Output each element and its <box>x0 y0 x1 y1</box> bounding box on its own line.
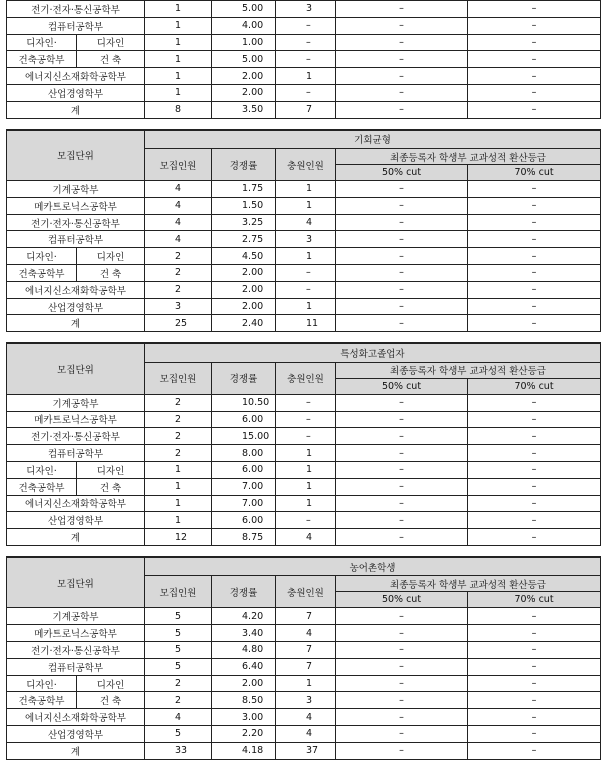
recruit-header: 모집인원 <box>145 362 212 394</box>
section-table <box>6 556 601 760</box>
cut70-cell: – <box>468 675 601 692</box>
extra-cell: – <box>276 411 336 428</box>
extra-cell: 7 <box>276 658 336 675</box>
cut70-cell: – <box>468 512 601 529</box>
cut70-cell: – <box>468 214 601 231</box>
unit-cell: 계 <box>7 529 145 546</box>
unit-cell-major: 디자인 <box>77 248 145 265</box>
ratio-cell: 3.40 <box>212 625 276 642</box>
section-gap <box>6 546 540 556</box>
cut50-cell: – <box>336 248 468 265</box>
extra-cell: 1 <box>276 495 336 512</box>
ratio-cell: 7.00 <box>212 495 276 512</box>
cut50-cell: – <box>336 709 468 726</box>
cut70-header: 70% cut <box>468 165 601 181</box>
table-row <box>7 197 601 214</box>
recruit-cell: 1 <box>145 51 212 68</box>
cut50-cell: – <box>336 428 468 445</box>
extra-cell: 1 <box>276 248 336 265</box>
ratio-header: 경쟁률 <box>212 149 276 181</box>
ratio-cell: 8.00 <box>212 445 276 462</box>
table-row <box>7 726 601 743</box>
cut50-cell: – <box>336 726 468 743</box>
unit-cell: 전기·전자·통신공학부 <box>7 428 145 445</box>
table-row <box>7 248 601 265</box>
extra-cell: 4 <box>276 726 336 743</box>
admission-results-document <box>6 0 554 760</box>
unit-cell: 에너지신소재화학공학부 <box>7 495 145 512</box>
unit-cell: 컴퓨터공학부 <box>7 231 145 248</box>
table-row <box>7 495 601 512</box>
unit-cell: 산업경영학부 <box>7 726 145 743</box>
unit-cell: 전기·전자·통신공학부 <box>7 642 145 659</box>
cut50-cell: – <box>336 529 468 546</box>
cut70-cell: – <box>468 658 601 675</box>
table-row <box>7 692 601 709</box>
extra-cell: 37 <box>276 742 336 759</box>
extra-cell: 4 <box>276 529 336 546</box>
extra-cell: 3 <box>276 692 336 709</box>
recruit-cell: 1 <box>145 478 212 495</box>
cut70-header: 70% cut <box>468 378 601 394</box>
recruit-cell: 2 <box>145 445 212 462</box>
recruit-cell: 4 <box>145 231 212 248</box>
cut70-cell: – <box>468 298 601 315</box>
cut70-cell: – <box>468 265 601 282</box>
cut50-cell: – <box>336 51 468 68</box>
cut70-cell: – <box>468 478 601 495</box>
cut50-cell: – <box>336 608 468 625</box>
extra-cell: 1 <box>276 68 336 85</box>
extra-cell: 7 <box>276 608 336 625</box>
table-row <box>7 529 601 546</box>
unit-cell-major: 건 축 <box>77 692 145 709</box>
unit-cell-major: 디자인 <box>77 675 145 692</box>
extra-cell: 1 <box>276 675 336 692</box>
ratio-cell: 3.00 <box>212 709 276 726</box>
unit-cell-major: 건 축 <box>77 265 145 282</box>
table-row <box>7 512 601 529</box>
cut50-header: 50% cut <box>336 378 468 394</box>
cut50-cell: – <box>336 265 468 282</box>
table-row <box>7 51 601 68</box>
final-grade-header: 최종등록자 학생부 교과성적 환산등급 <box>336 149 601 165</box>
recruit-cell: 1 <box>145 68 212 85</box>
cut70-cell: – <box>468 17 601 34</box>
section-gap <box>6 332 540 342</box>
cut50-cell: – <box>336 495 468 512</box>
recruit-cell: 5 <box>145 726 212 743</box>
cut50-cell: – <box>336 34 468 51</box>
cut50-cell: – <box>336 315 468 332</box>
unit-cell: 에너지신소재화학공학부 <box>7 68 145 85</box>
unit-cell-major: 디자인 <box>77 461 145 478</box>
ratio-cell: 4.18 <box>212 742 276 759</box>
recruit-cell: 3 <box>145 298 212 315</box>
recruit-cell: 2 <box>145 692 212 709</box>
cut70-cell: – <box>468 461 601 478</box>
header-row <box>7 343 601 362</box>
unit-cell-department: 디자인· <box>7 248 77 265</box>
cut50-cell: – <box>336 512 468 529</box>
ratio-cell: 8.50 <box>212 692 276 709</box>
extra-cell: 4 <box>276 214 336 231</box>
unit-header: 모집단위 <box>7 557 145 608</box>
recruit-cell: 4 <box>145 709 212 726</box>
cut70-header: 70% cut <box>468 592 601 608</box>
table-row <box>7 608 601 625</box>
table-row <box>7 315 601 332</box>
recruit-cell: 4 <box>145 181 212 198</box>
recruit-header: 모집인원 <box>145 149 212 181</box>
extra-cell: 1 <box>276 298 336 315</box>
cut70-cell: – <box>468 495 601 512</box>
table-row <box>7 265 601 282</box>
recruit-cell: 1 <box>145 84 212 101</box>
ratio-cell: 5.00 <box>212 1 276 18</box>
table-row <box>7 84 601 101</box>
extra-cell: – <box>276 84 336 101</box>
extra-cell: 3 <box>276 231 336 248</box>
unit-cell: 에너지신소재화학공학부 <box>7 709 145 726</box>
header-row <box>7 130 601 149</box>
recruit-header: 모집인원 <box>145 576 212 608</box>
unit-cell: 메카트로닉스공학부 <box>7 411 145 428</box>
cut70-cell: – <box>468 68 601 85</box>
table-row <box>7 101 601 118</box>
extra-cell: – <box>276 51 336 68</box>
ratio-cell: 2.00 <box>212 68 276 85</box>
recruit-cell: 2 <box>145 248 212 265</box>
unit-cell: 메카트로닉스공학부 <box>7 625 145 642</box>
extra-cell: – <box>276 34 336 51</box>
cut70-cell: – <box>468 101 601 118</box>
ratio-cell: 3.50 <box>212 101 276 118</box>
cut50-cell: – <box>336 281 468 298</box>
ratio-cell: 1.75 <box>212 181 276 198</box>
table-row <box>7 394 601 411</box>
recruit-cell: 1 <box>145 17 212 34</box>
ratio-cell: 1.00 <box>212 34 276 51</box>
table-row <box>7 709 601 726</box>
extra-header: 충원인원 <box>276 362 336 394</box>
unit-cell: 산업경영학부 <box>7 512 145 529</box>
extra-cell: – <box>276 281 336 298</box>
cut50-cell: – <box>336 197 468 214</box>
extra-cell: 7 <box>276 642 336 659</box>
cut50-cell: – <box>336 101 468 118</box>
table-row <box>7 411 601 428</box>
cut50-cell: – <box>336 1 468 18</box>
cut50-cell: – <box>336 445 468 462</box>
unit-cell: 에너지신소재화학공학부 <box>7 281 145 298</box>
ratio-cell: 5.00 <box>212 51 276 68</box>
ratio-cell: 2.00 <box>212 675 276 692</box>
ratio-cell: 6.40 <box>212 658 276 675</box>
section-gap <box>6 119 540 129</box>
cut50-cell: – <box>336 675 468 692</box>
ratio-cell: 2.00 <box>212 281 276 298</box>
ratio-cell: 7.00 <box>212 478 276 495</box>
ratio-cell: 4.80 <box>212 642 276 659</box>
table-row <box>7 675 601 692</box>
section-table <box>6 342 601 546</box>
cut50-cell: – <box>336 478 468 495</box>
extra-cell: – <box>276 428 336 445</box>
table-row <box>7 658 601 675</box>
extra-cell: 3 <box>276 1 336 18</box>
recruit-cell: 5 <box>145 608 212 625</box>
cut70-cell: – <box>468 51 601 68</box>
unit-cell: 계 <box>7 101 145 118</box>
extra-cell: 1 <box>276 445 336 462</box>
table-row <box>7 68 601 85</box>
table-row <box>7 478 601 495</box>
ratio-cell: 10.50 <box>212 394 276 411</box>
extra-cell: – <box>276 394 336 411</box>
unit-header: 모집단위 <box>7 343 145 394</box>
cut70-cell: – <box>468 529 601 546</box>
ratio-cell: 2.40 <box>212 315 276 332</box>
unit-cell-major: 건 축 <box>77 478 145 495</box>
unit-header: 모집단위 <box>7 130 145 181</box>
cut70-cell: – <box>468 34 601 51</box>
recruit-cell: 8 <box>145 101 212 118</box>
cut50-cell: – <box>336 231 468 248</box>
cut70-cell: – <box>468 445 601 462</box>
ratio-cell: 4.00 <box>212 17 276 34</box>
recruit-cell: 2 <box>145 675 212 692</box>
top-continuation-table <box>6 0 601 119</box>
unit-cell: 메카트로닉스공학부 <box>7 197 145 214</box>
ratio-cell: 2.75 <box>212 231 276 248</box>
cut50-cell: – <box>336 68 468 85</box>
cut70-cell: – <box>468 411 601 428</box>
cut50-cell: – <box>336 17 468 34</box>
cut70-cell: – <box>468 428 601 445</box>
cut70-cell: – <box>468 231 601 248</box>
unit-cell: 기계공학부 <box>7 608 145 625</box>
recruit-cell: 2 <box>145 265 212 282</box>
recruit-cell: 1 <box>145 461 212 478</box>
extra-header: 충원인원 <box>276 576 336 608</box>
recruit-cell: 33 <box>145 742 212 759</box>
recruit-cell: 1 <box>145 34 212 51</box>
table-row <box>7 461 601 478</box>
table-row <box>7 231 601 248</box>
extra-cell: 11 <box>276 315 336 332</box>
cut70-cell: – <box>468 692 601 709</box>
extra-cell: 4 <box>276 709 336 726</box>
recruit-cell: 1 <box>145 1 212 18</box>
table-row <box>7 214 601 231</box>
ratio-cell: 15.00 <box>212 428 276 445</box>
cut70-cell: – <box>468 1 601 18</box>
cut70-cell: – <box>468 625 601 642</box>
recruit-cell: 12 <box>145 529 212 546</box>
unit-cell-department: 디자인· <box>7 34 77 51</box>
ratio-cell: 6.00 <box>212 512 276 529</box>
unit-cell: 전기·전자·통신공학부 <box>7 214 145 231</box>
cut50-cell: – <box>336 394 468 411</box>
cut50-cell: – <box>336 411 468 428</box>
ratio-cell: 4.20 <box>212 608 276 625</box>
header-row <box>7 557 601 576</box>
recruit-cell: 1 <box>145 512 212 529</box>
section-title: 기회균형 <box>145 130 601 149</box>
cut50-cell: – <box>336 692 468 709</box>
extra-cell: 1 <box>276 461 336 478</box>
cut70-cell: – <box>468 315 601 332</box>
table-row <box>7 1 601 18</box>
ratio-header: 경쟁률 <box>212 576 276 608</box>
cut50-cell: – <box>336 298 468 315</box>
extra-header: 충원인원 <box>276 149 336 181</box>
cut50-cell: – <box>336 84 468 101</box>
unit-cell-department: 건축공학부 <box>7 478 77 495</box>
recruit-cell: 1 <box>145 495 212 512</box>
unit-cell-major: 건 축 <box>77 51 145 68</box>
cut50-cell: – <box>336 658 468 675</box>
unit-cell: 산업경영학부 <box>7 298 145 315</box>
cut50-cell: – <box>336 214 468 231</box>
unit-cell: 계 <box>7 315 145 332</box>
table-row <box>7 445 601 462</box>
ratio-cell: 2.00 <box>212 298 276 315</box>
cut50-cell: – <box>336 642 468 659</box>
extra-cell: – <box>276 512 336 529</box>
cut50-cell: – <box>336 461 468 478</box>
cut50-cell: – <box>336 181 468 198</box>
cut70-cell: – <box>468 197 601 214</box>
ratio-cell: 2.00 <box>212 84 276 101</box>
final-grade-header: 최종등록자 학생부 교과성적 환산등급 <box>336 362 601 378</box>
section-table <box>6 129 601 333</box>
extra-cell: – <box>276 17 336 34</box>
cut70-cell: – <box>468 642 601 659</box>
table-row <box>7 642 601 659</box>
table-row <box>7 742 601 759</box>
cut50-header: 50% cut <box>336 592 468 608</box>
extra-cell: 1 <box>276 181 336 198</box>
final-grade-header: 최종등록자 학생부 교과성적 환산등급 <box>336 576 601 592</box>
unit-cell-department: 건축공학부 <box>7 692 77 709</box>
cut50-cell: – <box>336 625 468 642</box>
recruit-cell: 2 <box>145 428 212 445</box>
ratio-cell: 1.50 <box>212 197 276 214</box>
table-row <box>7 625 601 642</box>
section-title: 특성화고졸업자 <box>145 343 601 362</box>
section-title: 농어촌학생 <box>145 557 601 576</box>
ratio-header: 경쟁률 <box>212 362 276 394</box>
ratio-cell: 8.75 <box>212 529 276 546</box>
unit-cell-department: 건축공학부 <box>7 265 77 282</box>
unit-cell-department: 디자인· <box>7 675 77 692</box>
cut70-cell: – <box>468 84 601 101</box>
extra-cell: 7 <box>276 101 336 118</box>
cut50-header: 50% cut <box>336 165 468 181</box>
unit-cell-major: 디자인 <box>77 34 145 51</box>
cut70-cell: – <box>468 726 601 743</box>
table-row <box>7 281 601 298</box>
recruit-cell: 4 <box>145 197 212 214</box>
recruit-cell: 4 <box>145 214 212 231</box>
unit-cell-department: 디자인· <box>7 461 77 478</box>
recruit-cell: 5 <box>145 642 212 659</box>
ratio-cell: 2.00 <box>212 265 276 282</box>
unit-cell: 산업경영학부 <box>7 84 145 101</box>
unit-cell: 기계공학부 <box>7 394 145 411</box>
unit-cell: 컴퓨터공학부 <box>7 17 145 34</box>
table-row <box>7 181 601 198</box>
extra-cell: 4 <box>276 625 336 642</box>
cut50-cell: – <box>336 742 468 759</box>
unit-cell: 계 <box>7 742 145 759</box>
table-row <box>7 298 601 315</box>
ratio-cell: 6.00 <box>212 461 276 478</box>
recruit-cell: 5 <box>145 625 212 642</box>
ratio-cell: 6.00 <box>212 411 276 428</box>
recruit-cell: 2 <box>145 281 212 298</box>
cut70-cell: – <box>468 394 601 411</box>
unit-cell: 컴퓨터공학부 <box>7 445 145 462</box>
table-row <box>7 17 601 34</box>
recruit-cell: 2 <box>145 411 212 428</box>
recruit-cell: 25 <box>145 315 212 332</box>
ratio-cell: 3.25 <box>212 214 276 231</box>
recruit-cell: 5 <box>145 658 212 675</box>
cut70-cell: – <box>468 709 601 726</box>
extra-cell: 1 <box>276 197 336 214</box>
table-row <box>7 34 601 51</box>
unit-cell: 전기·전자·통신공학부 <box>7 1 145 18</box>
cut70-cell: – <box>468 248 601 265</box>
unit-cell: 컴퓨터공학부 <box>7 658 145 675</box>
unit-cell-department: 건축공학부 <box>7 51 77 68</box>
recruit-cell: 2 <box>145 394 212 411</box>
table-row <box>7 428 601 445</box>
extra-cell: 1 <box>276 478 336 495</box>
unit-cell: 기계공학부 <box>7 181 145 198</box>
cut70-cell: – <box>468 181 601 198</box>
ratio-cell: 2.20 <box>212 726 276 743</box>
ratio-cell: 4.50 <box>212 248 276 265</box>
cut70-cell: – <box>468 281 601 298</box>
extra-cell: – <box>276 265 336 282</box>
cut70-cell: – <box>468 742 601 759</box>
cut70-cell: – <box>468 608 601 625</box>
